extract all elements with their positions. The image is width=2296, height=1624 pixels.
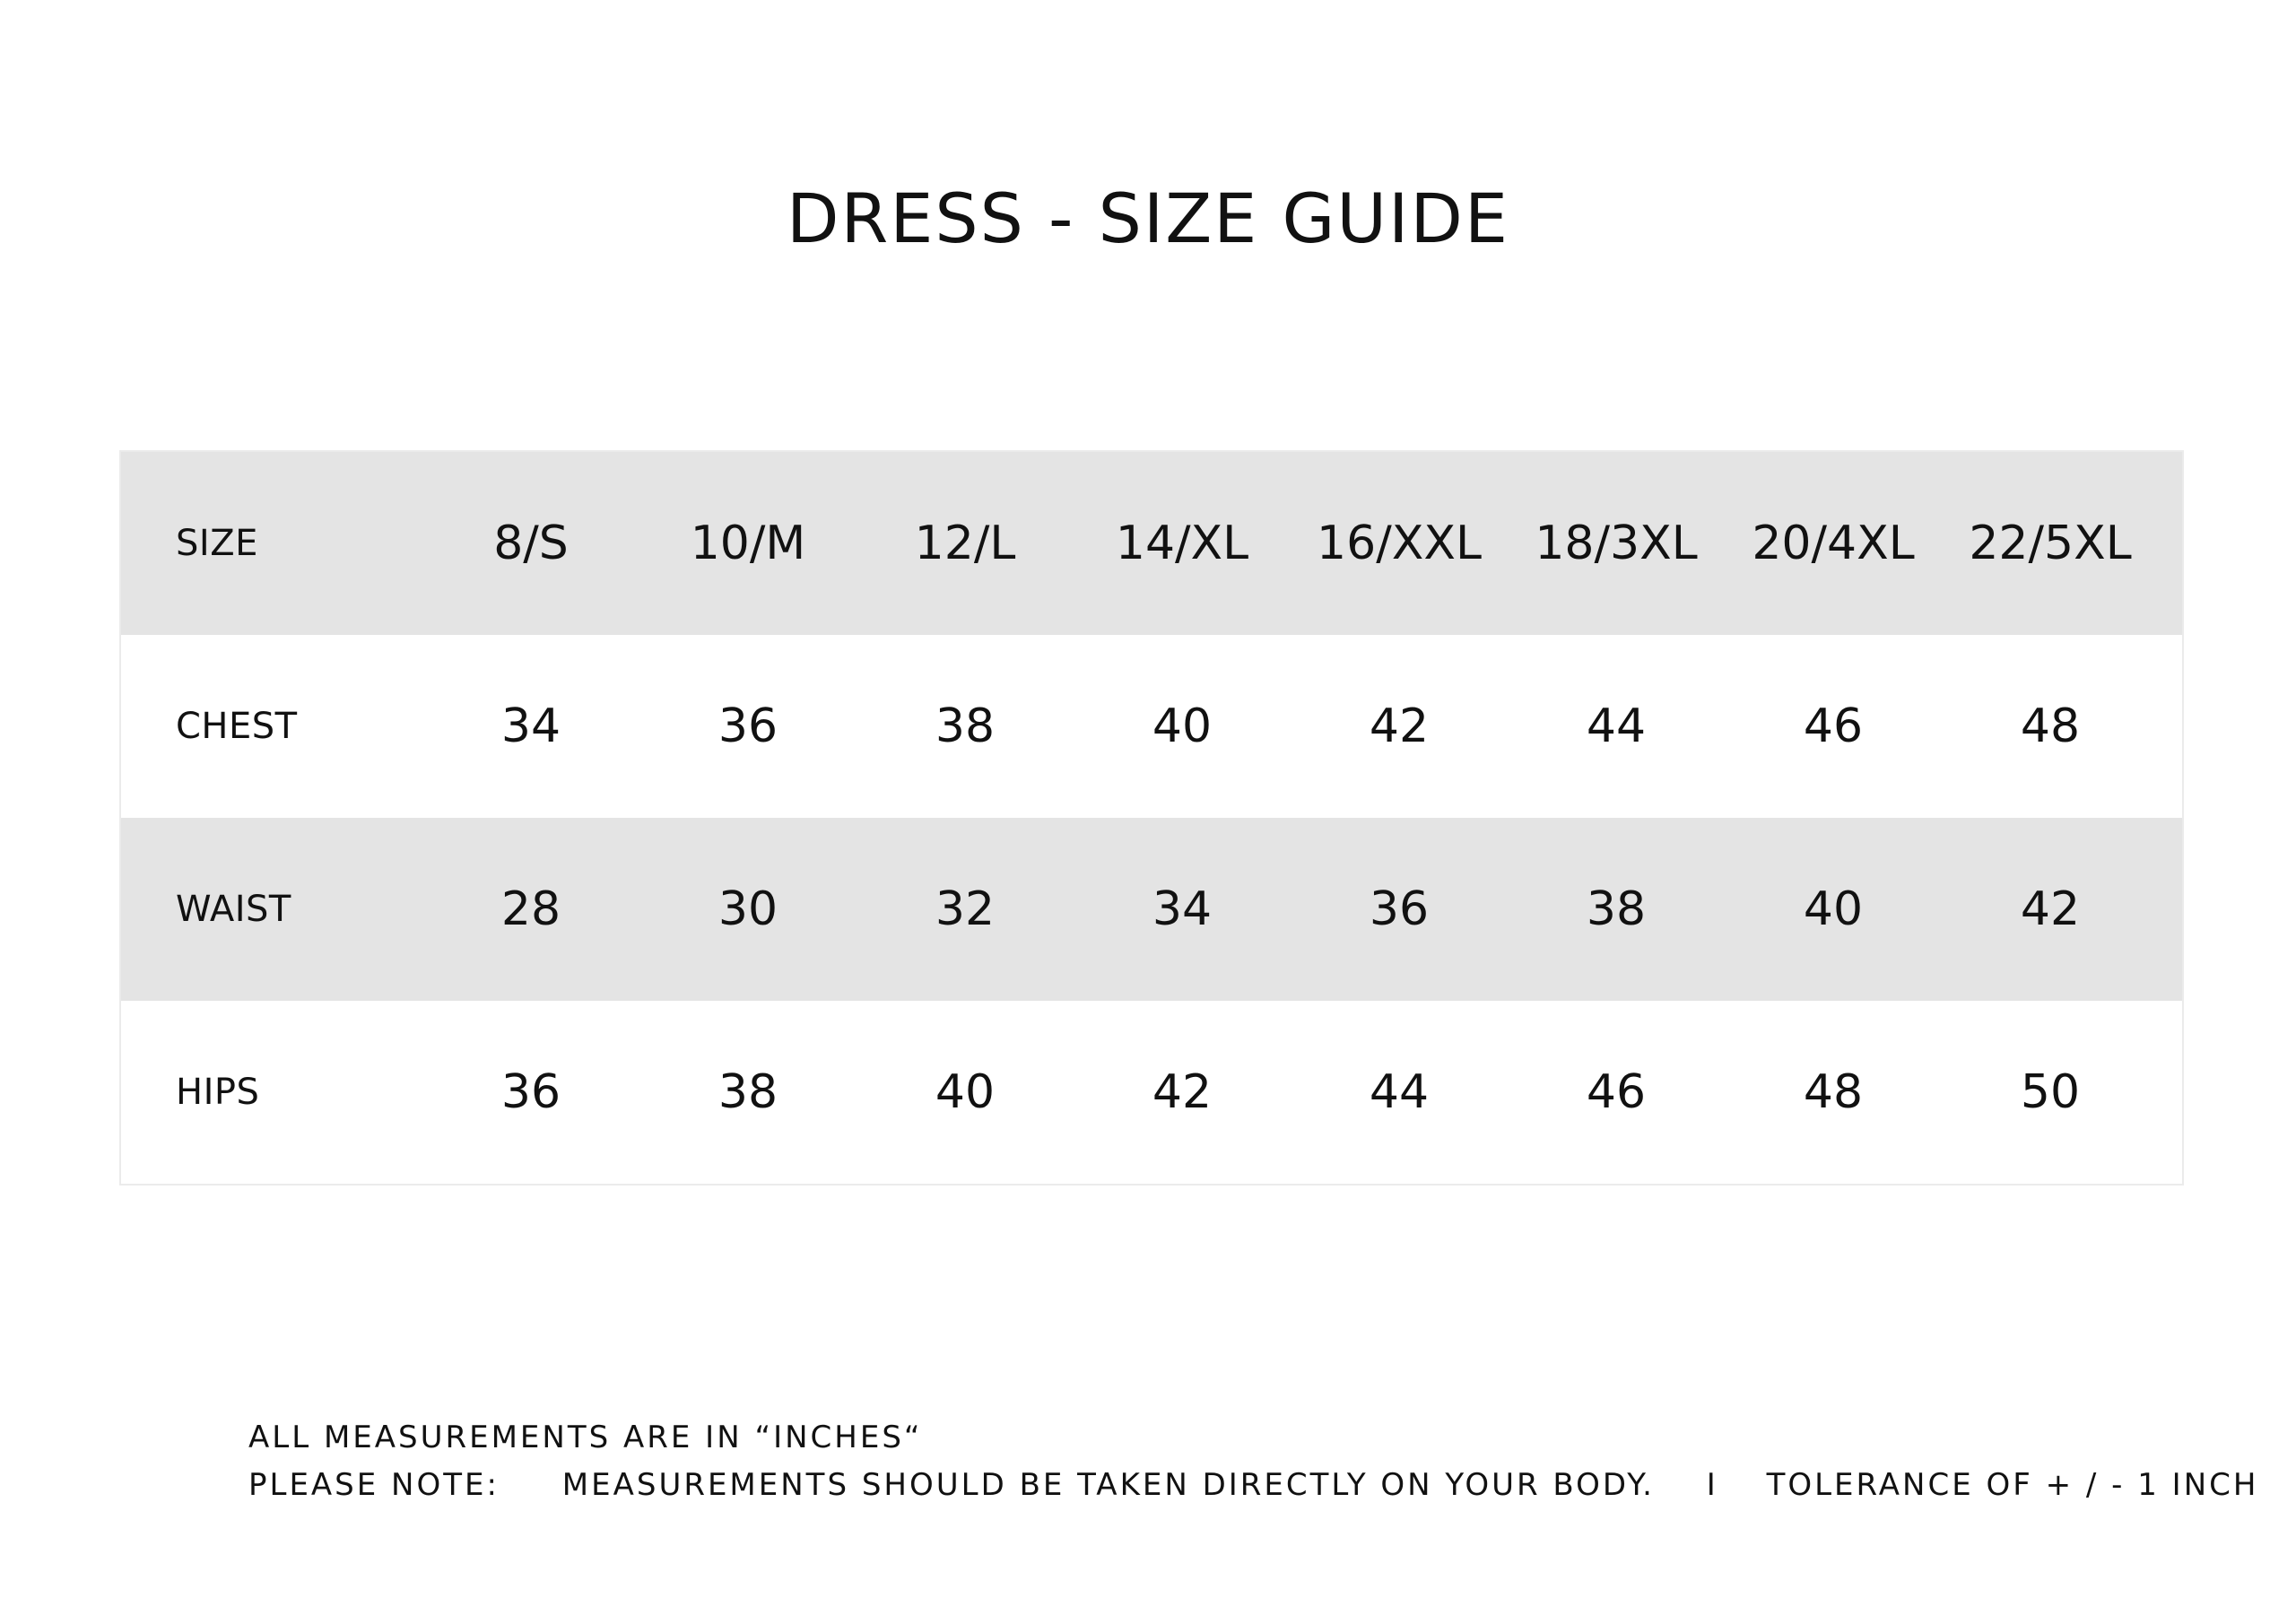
header-size-cell: 18/3XL (1535, 517, 1698, 570)
table-cell: 38 (935, 699, 996, 753)
table-cell: 46 (1586, 1065, 1647, 1119)
table-cell: 42 (1152, 1065, 1213, 1119)
table-cell: 36 (500, 1065, 561, 1119)
header-size-cell: 10/M (690, 517, 806, 570)
tolerance-note: TOLERANCE OF + / - 1 INCH (1766, 1467, 2259, 1503)
row-label-hips: HIPS (176, 1072, 260, 1113)
table-cell: 36 (1369, 882, 1430, 936)
table-header-row (121, 452, 2182, 635)
table-cell: 40 (935, 1065, 996, 1119)
table-cell: 30 (718, 882, 778, 936)
table-row-hips (121, 1001, 2182, 1184)
table-row-waist (121, 818, 2182, 1001)
header-size-cell: 20/4XL (1752, 517, 1915, 570)
table-cell: 36 (718, 699, 778, 753)
header-size-cell: 14/XL (1115, 517, 1249, 570)
table-cell: 38 (718, 1065, 778, 1119)
please-note-line (248, 1467, 2258, 1503)
table-cell: 44 (1369, 1065, 1430, 1119)
page-title: DRESS - SIZE GUIDE (787, 178, 1509, 258)
table-cell: 34 (500, 699, 561, 753)
table-row-chest (121, 635, 2182, 818)
header-size-cell: 22/5XL (1969, 517, 2132, 570)
table-cell: 40 (1803, 882, 1864, 936)
table-cell: 42 (2020, 882, 2081, 936)
row-label-waist: WAIST (176, 889, 291, 930)
table-cell: 28 (500, 882, 561, 936)
header-size-cell: 8/S (493, 517, 569, 570)
header-size-cell: 12/L (914, 517, 1016, 570)
table-cell: 48 (1803, 1065, 1864, 1119)
table-cell: 40 (1152, 699, 1213, 753)
size-guide-table (119, 450, 2184, 1185)
table-cell: 32 (935, 882, 996, 936)
table-cell: 48 (2020, 699, 2081, 753)
header-size-cell: 16/XXL (1317, 517, 1482, 570)
separator: I (1706, 1467, 1718, 1503)
header-label-size: SIZE (176, 523, 258, 564)
measurement-instruction: MEASUREMENTS SHOULD BE TAKEN DIRECTLY ON YOUR BODY. (561, 1467, 1655, 1503)
measurement-unit-note: ALL MEASUREMENTS ARE IN “INCHES“ (248, 1420, 923, 1455)
table-cell: 34 (1152, 882, 1213, 936)
table-cell: 44 (1586, 699, 1647, 753)
table-cell: 46 (1803, 699, 1864, 753)
please-note-label: PLEASE NOTE: (248, 1467, 500, 1503)
table-cell: 42 (1369, 699, 1430, 753)
row-label-chest: CHEST (176, 706, 298, 747)
table-cell: 38 (1586, 882, 1647, 936)
table-cell: 50 (2020, 1065, 2081, 1119)
